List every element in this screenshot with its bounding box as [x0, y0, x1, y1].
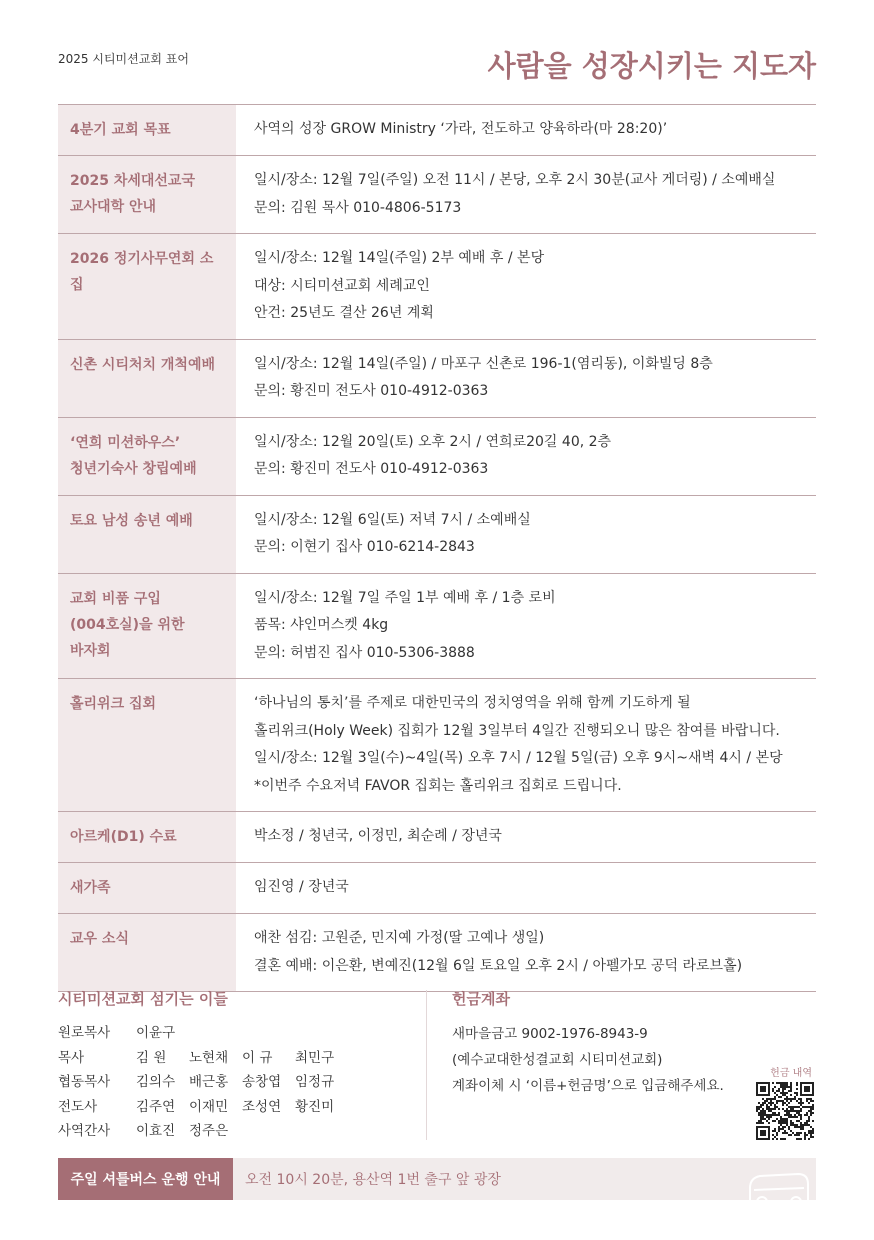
account-section — [452, 988, 816, 1099]
notice-body — [236, 812, 816, 862]
account-title: 헌금계좌 — [452, 990, 510, 1008]
staff-name: 이 규 — [242, 1049, 273, 1066]
notice-label — [58, 812, 236, 862]
staff-name: 정주은 — [189, 1123, 229, 1139]
notice-line: 일시/장소: 12월 7일(주일) 오전 11시 / 본당, 오후 2시 30분(교사 게더링) / 소예배실 — [254, 172, 776, 188]
notice-body — [236, 863, 816, 913]
staff-role: 원로목사 — [58, 1025, 111, 1041]
shuttle-bus-info: 오전 10시 20분, 용산역 1번 출구 앞 광장 — [245, 1172, 501, 1188]
staff-name: 김주연 — [136, 1098, 176, 1115]
account-holder: (예수교대한성결교회 시티미션교회) — [452, 1052, 663, 1068]
staff-name: 임정규 — [295, 1074, 335, 1090]
notice-label-line: 청년기숙사 창립예배 — [70, 460, 197, 477]
staff-name: 김 원 — [136, 1049, 167, 1066]
notice-label — [58, 863, 236, 913]
notice-body — [236, 914, 816, 991]
year-motto: 2025 시티미션교회 표어 — [58, 52, 189, 66]
notice-line: 박소정 / 청년국, 이정민, 최순례 / 장년국 — [254, 828, 502, 844]
notice-label-line: 교우 소식 — [70, 931, 129, 947]
notice-label-line: 교회 비품 구입 — [70, 590, 161, 607]
staff-row — [58, 1119, 418, 1144]
notice-line: 안건: 25년도 결산 26년 계획 — [254, 305, 434, 321]
notice-label-line: 교사대학 안내 — [70, 199, 157, 215]
notice-body — [236, 574, 816, 679]
staff-row — [58, 1070, 418, 1095]
notice-label-line: 2025 차세대선교국 — [70, 173, 195, 189]
notice-label — [58, 679, 236, 811]
notice-label-line: 토요 남성 송년 예배 — [70, 512, 193, 529]
notice-row — [58, 496, 816, 574]
notice-line: 품목: 샤인머스켓 4kg — [254, 617, 389, 633]
notice-body — [236, 418, 816, 495]
notice-label-line: ‘연희 미션하우스’ — [70, 434, 181, 451]
notice-row — [58, 234, 816, 340]
notice-row — [58, 914, 816, 992]
notice-line: 대상: 시티미션교회 세례교인 — [254, 277, 430, 294]
notice-line: 결혼 예배: 이은환, 변예진(12월 6일 토요일 오후 2시 / 아펠가모 공덕 라로브홀) — [254, 957, 743, 974]
staff-row — [58, 1095, 418, 1120]
notice-label-line: 4분기 교회 목표 — [70, 122, 171, 138]
notice-line: 일시/장소: 12월 14일(주일) 2부 예배 후 / 본당 — [254, 250, 545, 266]
staff-role: 전도사 — [58, 1098, 98, 1115]
notice-body — [236, 679, 816, 811]
staff-names — [136, 1046, 348, 1071]
staff-names — [136, 1119, 242, 1144]
notice-row — [58, 812, 816, 863]
notice-line: 일시/장소: 12월 6일(토) 저녁 7시 / 소예배실 — [254, 511, 531, 528]
staff-role: 목사 — [58, 1049, 85, 1066]
qr-label: 헌금 내역 — [770, 1068, 812, 1079]
notice-row — [58, 105, 816, 156]
staff-name: 이재민 — [189, 1098, 229, 1115]
page-title: 사람을 성장시키는 지도자 — [487, 49, 816, 83]
notice-line: 문의: 허범진 집사 010-5306-3888 — [254, 644, 475, 661]
staff-row — [58, 1046, 418, 1071]
staff-list — [58, 1021, 418, 1144]
notice-label-line: 아르케(D1) 수료 — [70, 829, 177, 845]
notice-row — [58, 418, 816, 496]
notice-table — [58, 104, 816, 992]
shuttle-bus-bar — [58, 1158, 816, 1200]
notice-line: *이번주 수요저녁 FAVOR 집회는 홀리위크 집회로 드립니다. — [254, 777, 622, 794]
staff-name: 이윤구 — [136, 1025, 176, 1041]
shuttle-bus-label: 주일 셔틀버스 운행 안내 — [58, 1158, 233, 1200]
notice-row — [58, 863, 816, 914]
staff-name: 김의수 — [136, 1074, 176, 1090]
notice-label — [58, 105, 236, 155]
notice-line: 임진영 / 장년국 — [254, 879, 349, 895]
notice-label — [58, 340, 236, 417]
qr-code-icon[interactable] — [756, 1082, 814, 1140]
notice-line: 일시/장소: 12월 3일(수)~4일(목) 오후 7시 / 12월 5일(금) 오후 9시~새벽 4시 / 본당 — [254, 750, 783, 766]
notice-row — [58, 679, 816, 812]
staff-name: 노현채 — [189, 1049, 229, 1066]
staff-name: 최민구 — [295, 1049, 335, 1066]
staff-name: 배근홍 — [189, 1074, 229, 1090]
staff-names — [136, 1070, 348, 1095]
notice-line: 문의: 김원 목사 010-4806-5173 — [254, 199, 462, 216]
notice-label — [58, 574, 236, 679]
notice-label — [58, 418, 236, 495]
staff-name: 황진미 — [295, 1098, 335, 1115]
notice-label-line: 바자회 — [70, 642, 111, 659]
notice-body — [236, 340, 816, 417]
notice-line: 사역의 성장 GROW Ministry ‘가라, 전도하고 양육하라(마 28:20)’ — [254, 121, 668, 137]
notice-line: 문의: 황진미 전도사 010-4912-0363 — [254, 383, 489, 399]
notice-label-line: 홀리위크 집회 — [70, 696, 157, 712]
staff-section — [58, 988, 418, 1144]
notice-line: 일시/장소: 12월 7일 주일 1부 예배 후 / 1층 로비 — [254, 589, 556, 606]
notice-row — [58, 156, 816, 234]
staff-names — [136, 1021, 189, 1046]
bus-icon — [746, 1164, 810, 1200]
section-divider — [426, 990, 427, 1140]
notice-row — [58, 340, 816, 418]
staff-name: 송창엽 — [242, 1074, 282, 1090]
staff-name: 이효진 — [136, 1123, 176, 1139]
notice-body — [236, 105, 816, 155]
page-header — [58, 44, 816, 94]
notice-line: 일시/장소: 12월 20일(토) 오후 2시 / 연희로20길 40, 2층 — [254, 433, 612, 450]
notice-line: ‘하나님의 통치’를 주제로 대한민국의 정치영역을 위해 함께 기도하게 될 — [254, 695, 691, 711]
staff-role: 사역간사 — [58, 1123, 111, 1139]
notice-line: 애찬 섬김: 고원준, 민지예 가정(딸 고예나 생일) — [254, 930, 545, 946]
notice-label — [58, 156, 236, 233]
staff-role: 협동목사 — [58, 1074, 111, 1090]
notice-row — [58, 574, 816, 680]
notice-label — [58, 914, 236, 991]
notice-label-line: 2026 정기사무연회 소집 — [70, 251, 214, 293]
notice-label-line: (004호실)을 위한 — [70, 616, 185, 633]
notice-body — [236, 496, 816, 573]
notice-line: 문의: 이현기 집사 010-6214-2843 — [254, 539, 475, 555]
notice-label-line: 새가족 — [70, 880, 111, 896]
account-note: 계좌이체 시 ‘이름+헌금명’으로 입금해주세요. — [452, 1078, 724, 1094]
staff-name: 조성연 — [242, 1098, 282, 1115]
staff-row — [58, 1021, 418, 1046]
notice-line: 홀리위크(Holy Week) 집회가 12월 3일부터 4일간 진행되오니 많은 참여를 바랍니다. — [254, 722, 780, 739]
notice-line: 문의: 황진미 전도사 010-4912-0363 — [254, 461, 489, 477]
notice-label-line: 신촌 시티처치 개척예배 — [70, 356, 215, 373]
notice-label — [58, 496, 236, 573]
notice-line: 일시/장소: 12월 14일(주일) / 마포구 신촌로 196-1(염리동), 이화빌딩 8층 — [254, 355, 713, 372]
staff-names — [136, 1095, 348, 1120]
notice-body — [236, 156, 816, 233]
notice-label — [58, 234, 236, 339]
account-number: 새마을금고 9002-1976-8943-9 — [452, 1026, 648, 1042]
staff-title: 시티미션교회 섬기는 이들 — [58, 990, 228, 1008]
notice-body — [236, 234, 816, 339]
